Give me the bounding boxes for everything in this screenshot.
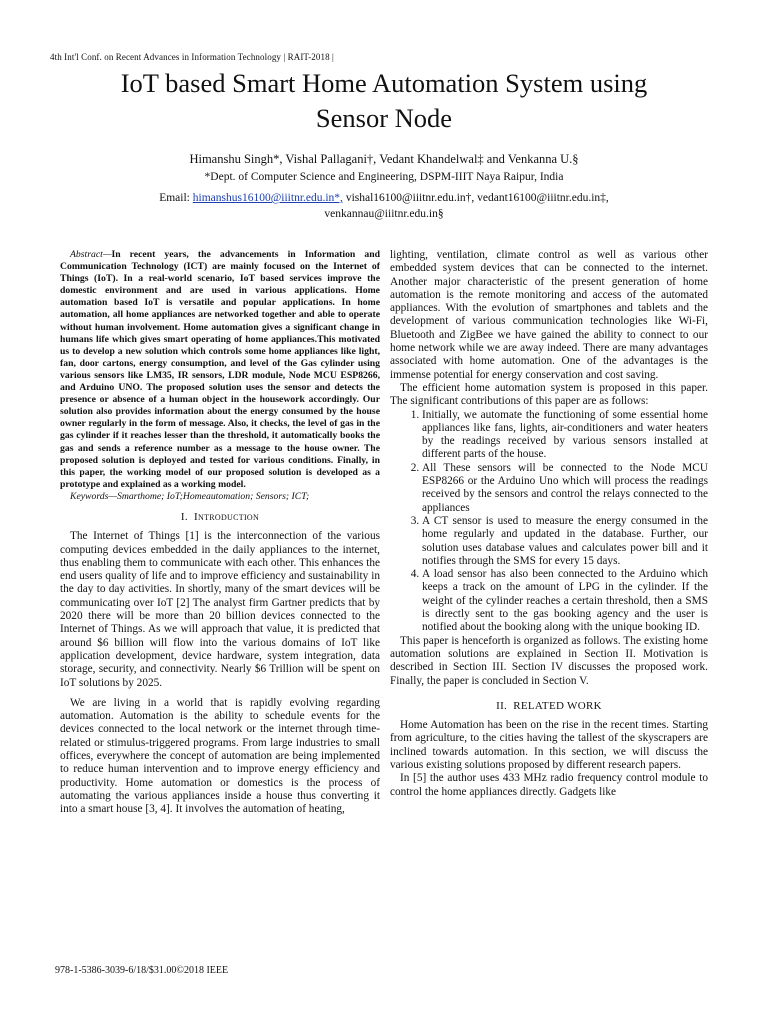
paper-title — [40, 66, 728, 136]
email-link[interactable]: himanshus16100@iiitnr.edu.in*, — [192, 192, 343, 204]
email-rest: vishal16100@iiitnr.edu.in†, vedant16100@iiitnr.edu.in‡, — [342, 192, 609, 204]
affiliation: *Dept. of Computer Science and Engineering, DSPM-IIIT Naya Raipur, India — [204, 171, 564, 183]
author-list: Himanshu Singh*, Vishal Pallagani†, Vedant Khandelwal‡ and Venkanna U.§ — [189, 152, 579, 166]
title-line-1: IoT based Smart Home Automation System using — [120, 68, 648, 98]
paragraph-related-2: In [5] the author uses 433 MHz radio frequency control module to control the home appliances directly. Gadgets like — [390, 772, 708, 798]
paragraph-intro-3: lighting, ventilation, climate control as well as various other embedded system devices that can be connected to the internet. Another major characteristic of the present generation of home automation is the remote monitoring and access of the automated appliances. With the evolution of smartphones and tablets and the development of various communication technologies like Wi-Fi, Bluetooth and ZigBee we have gained the ability to connect to our home network while we are away indeed. There are many advantages associated with home automation. One of the advantages is the immense potential for energy conservation and cost saving. — [390, 249, 708, 381]
section-title: RELATED WORK — [513, 699, 602, 712]
abstract-body: In recent years, the advancements in Information and Communication Technology (ICT) are mainly focused on the Internet of Things (IoT). In a real-world scenario, IoT based services improve the domestic environment and are used in various applications. Home automation based IoT is versatile and popular applications. In home automation, all home appliances are networked together and able to operate without human involvement. Home automation gives a significant change in humans life which gives smart operating of home appliances.This motivated us to develop a new solution which controls some home appliances like light, fan, door cartons, energy consumption, and level of the Gas cylinder using various sensors like LM35, IR sensors, LDR module, Node MCU ESP8266, and Arduino UNO. The proposed solution uses the sensor and detects the presence or absence of a human object in the housework accordingly. Our solution also provides information about the energy consumed by the house owner regularly in the form of message. Also, it checks, the level of gas in the gas cylinder if it reaches lesser than the threshold, it automatically books the gas and sends a reference number as a message to the house owner. The proposed solution is deployed and tested for various conditions. Finally, in this paper, the working model of our proposed solution is developed as a prototype and explained as a working model. — [60, 249, 380, 490]
paragraph-intro-1: The Internet of Things [1] is the interconnection of the various computing devices embedded in the daily appliances to the internet, thus enabling them to communicate with each other. This enhances the end users quality of life and to improve efficiency and sustainability in the day to day activities. In shortly, many of the smart devices will be communicating over IoT [2] The analyst firm Gartner predicts that by 2020 there will be more than 20 billion devices connected to the Internet of Things. As we will approach that value, it is predicted that around $6 billion will flow into the various domains of IoT like application development, device hardware, system integration, data storage, security, and connectivity. Nearly $6 Trillion will be spent on IoT solutions by 2025. — [60, 530, 380, 689]
conference-header: 4th Int'l Conf. on Recent Advances in Information Technology | RAIT-2018 | — [50, 52, 334, 62]
list-item: 1. Initially, we automate the functioning of some essential home appliances like fans, lights, air-conditioners and water heaters by the readings received by various sensors installed at different parts of the house. — [422, 409, 708, 462]
copyright-footer: 978-1-5386-3039-6/18/$31.00©2018 IEEE — [55, 965, 229, 976]
email-label: Email: — [159, 192, 193, 204]
section-number: II. — [496, 699, 508, 712]
section-heading-related-work — [390, 700, 708, 713]
list-item: 4. A load sensor has also been connected to the Arduino which keeps a track on the amount of LPG in the cylinder. If the weight of the cylinder reaches a certain threshold, then a SMS is directly sent to the gas booking agency and the user is notified about the booking along with the unique booking ID. — [422, 568, 708, 634]
right-column — [390, 249, 708, 799]
abstract — [60, 249, 380, 491]
paragraph-intro-4: The efficient home automation system is proposed in this paper. The significant contributions of this paper are as follows: — [390, 381, 708, 408]
keywords: Keywords—Smarthome; IoT;Homeautomation; Sensors; ICT; — [70, 490, 310, 502]
list-item: 2. All These sensors will be connected to the Node MCU ESP8266 or the Arduino Uno which will process the readings received by the sensors and control the relays connected to the appliances — [422, 462, 708, 515]
paragraph-related-1: Home Automation has been on the rise in the recent times. Starting from agriculture, to the cities having the tallest of the skyscrapers are inclined towards automation. In this section, we will discuss the various existing solutions proposed by different research papers. — [390, 719, 708, 771]
section-heading-introduction — [60, 511, 380, 524]
section-title: Introduction — [194, 510, 260, 523]
email-line-2: venkannau@iiitnr.edu.in§ — [324, 208, 444, 220]
abstract-lead: Abstract— — [70, 249, 112, 260]
section-number: I. — [180, 510, 188, 523]
email-block — [100, 190, 668, 222]
left-column — [60, 249, 380, 817]
list-item: 3. A CT sensor is used to measure the energy consumed in the home regularly and updated in the database. Further, our solution uses database values and calculates power bill and it notifies through the SMS for every 15 days. — [422, 515, 708, 568]
paragraph-intro-2: We are living in a world that is rapidly evolving regarding automation. Automation is the ability to schedule events for the devices connected to the local network or the internet through time-related or stimulus-triggered programs. From large industries to small offices, everywhere the concept of automation are being implemented to reduce human intervention and to improve energy efficiency and productivity. Home automation or domestics is the process of automating the various appliances inside a house thus converting it into a smart house [3, 4]. It involves the automation of heating, — [60, 696, 380, 816]
paragraph-intro-5: This paper is henceforth is organized as follows. The existing home automation solutions are explained in Section II. Motivation is described in Section III. Section IV discusses the proposed work. Finally, the paper is concluded in Section V. — [390, 634, 708, 687]
title-line-2: Sensor Node — [315, 103, 453, 133]
contributions-list — [390, 409, 708, 635]
